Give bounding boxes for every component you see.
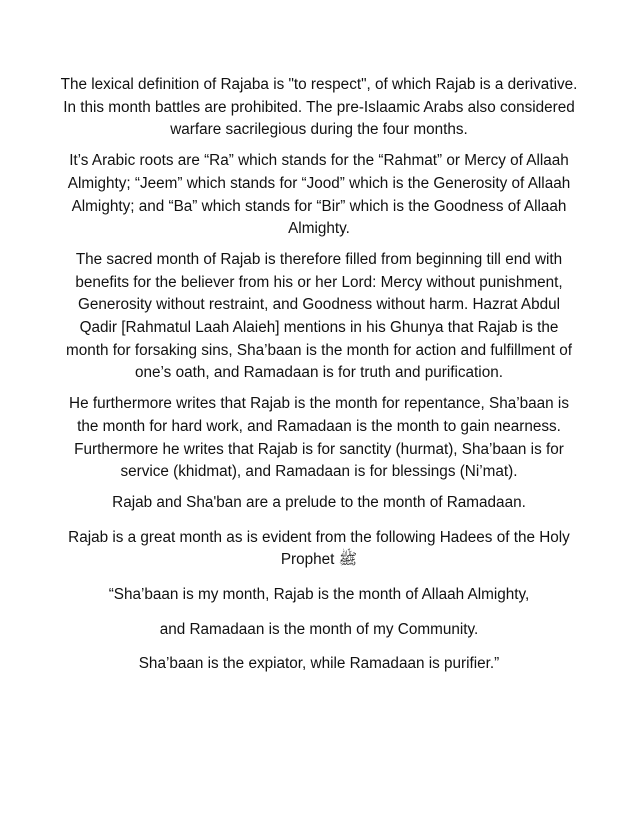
quote-line-2: and Ramadaan is the month of my Community.: [159, 620, 479, 638]
paragraph-definition: The lexical definition of Rajaba is "to respect", of which Rajab is a derivative. In this month battles are prohibited. The pre-Islaamic Arabs also considered warfare sacrilegious during the four months.: [60, 76, 578, 139]
paragraph-sacred-month: The sacred month of Rajab is therefore filled from beginning till end with benefits for the believer from his or her Lord: Mercy without punishment, Generosity without restraint, and Goodness without harm. Hazrat Abdul Qadir [Rahmatul Laah Alaieh] mentions in his Ghunya that Rajab is the month for forsaking sins, Sha’baan is the month for action and fulfillment of one’s oath, and Ramadaan is for truth and purification.: [66, 250, 572, 382]
paragraph-arabic-roots: It’s Arabic roots are “Ra” which stands for the “Rahmat” or Mercy of Allaah Almighty; “Jeem” which stands for “Jood” which is the Generosity of Allaah Almighty; and “Ba” which stands for “Bir” which is the Goodness of Allaah Almighty.: [67, 152, 571, 238]
paragraph-hadees-intro: Rajab is a great month as is evident from the following Hadees of the Holy Prophet ﷺ: [68, 528, 570, 569]
paragraph-repentance: He furthermore writes that Rajab is the month for repentance, Sha’baan is the month for hard work, and Ramadaan is the month to gain nearness. Furthermore he writes that Rajab is for sanctity (hurmat), Sha’baan is for service (khidmat), and Ramadaan is for blessings (Ni’mat).: [69, 395, 569, 481]
paragraph-prelude: Rajab and Sha'ban are a prelude to the month of Ramadaan.: [112, 493, 526, 511]
quote-line-1: “Sha’baan is my month, Rajab is the month of Allaah Almighty,: [108, 586, 530, 604]
document-page: [60, 74, 578, 688]
quote-line-3: Sha’baan is the expiator, while Ramadaan is purifier.”: [138, 655, 500, 673]
